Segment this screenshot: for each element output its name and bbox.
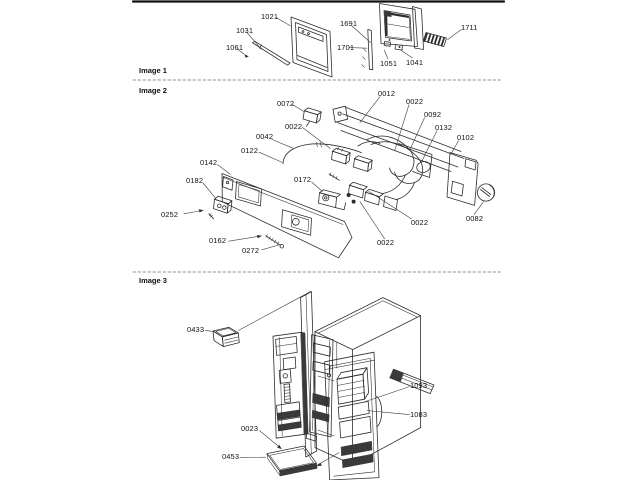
part-label-0433-26: 0433: [187, 325, 205, 334]
projection-line: [239, 291, 311, 330]
freezer-door: [273, 332, 308, 438]
part-label-1701-4: 1701: [337, 43, 355, 52]
dispenser-housing-1041: [380, 4, 424, 51]
part-label-0022-24: 0022: [377, 238, 395, 247]
grille-1711: [423, 33, 446, 47]
dispenser-frame-1021: [291, 17, 332, 77]
part-label-0172-19: 0172: [294, 175, 312, 184]
part-label-0142-17: 0142: [200, 158, 218, 167]
part-label-0022-14: 0022: [285, 122, 303, 131]
image3-drawing: [205, 291, 434, 480]
part-label-0122-16: 0122: [241, 146, 259, 155]
actuator-rod-1031: [245, 41, 291, 65]
part-label-0012-9: 0012: [378, 89, 396, 98]
part-label-0102-13: 0102: [457, 133, 475, 142]
trim-strip-1701: [362, 30, 373, 70]
part-label-1021-0: 1021: [261, 12, 279, 21]
part-label-0022-23: 0022: [411, 218, 429, 227]
switch-box-0182: [209, 196, 232, 219]
refrigerator-door-1083: [325, 352, 382, 480]
part-label-0072-8: 0072: [277, 99, 295, 108]
wire-harness: [283, 136, 423, 199]
switches-0022: [329, 147, 383, 205]
bracket-0172: [319, 190, 346, 210]
part-label-0453-30: 0453: [222, 452, 240, 461]
storage-bin-0433: [213, 327, 239, 346]
part-label-0022-10: 0022: [406, 97, 424, 106]
part-label-0042-15: 0042: [256, 132, 274, 141]
part-label-0182-18: 0182: [186, 176, 204, 185]
image2-leader-lines: [184, 97, 483, 250]
part-label-1031-1: 1031: [236, 26, 254, 35]
part-label-0162-21: 0162: [209, 236, 227, 245]
part-label-0023-29: 0023: [241, 424, 259, 433]
knob-0082: [477, 184, 494, 201]
part-label-0092-11: 0092: [424, 110, 442, 119]
part-label-1041-6: 1041: [406, 58, 424, 67]
connector-0072: [303, 108, 321, 126]
part-label-1711-7: 1711: [461, 23, 478, 32]
section-title-image2: Image 2: [139, 86, 167, 95]
part-label-1061-2: 1061: [226, 43, 244, 52]
toe-grille-0453: [267, 446, 317, 476]
section-title-image1: Image 1: [139, 66, 167, 75]
image2-drawing: [184, 97, 495, 258]
part-label-0082-25: 0082: [466, 214, 484, 223]
section-title-image3: Image 3: [139, 276, 167, 285]
part-label-1083-28: 1083: [410, 410, 428, 419]
part-label-1093-27: 1093: [410, 381, 428, 390]
part-label-0272-22: 0272: [242, 246, 260, 255]
part-label-1051-5: 1051: [380, 59, 398, 68]
part-label-0132-12: 0132: [435, 123, 453, 132]
part-label-1691-3: 1691: [340, 19, 358, 28]
part-label-0252-20: 0252: [161, 210, 179, 219]
